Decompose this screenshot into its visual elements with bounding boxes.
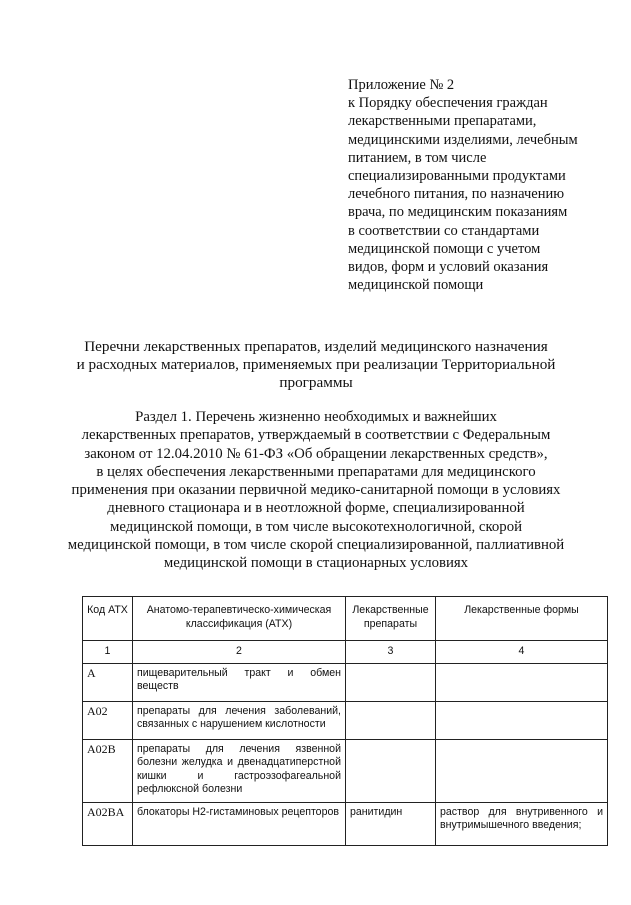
appendix-line: видов, форм и условий оказания	[348, 259, 549, 276]
table-row	[83, 701, 608, 739]
appendix-line: медицинскими изделиями, лечебным	[348, 131, 578, 148]
title-line: и расходных материалов, применяемых при реализации Территориальной	[76, 356, 556, 373]
header-forms: Лекарственные формы	[436, 597, 608, 641]
form-cell	[436, 701, 608, 739]
header-drugs: Лекарственные препараты	[346, 597, 436, 641]
atx-table	[82, 596, 608, 846]
document-title	[60, 338, 572, 392]
appendix-line: лечебного питания, по назначению	[348, 186, 565, 203]
title-line: Перечни лекарственных препаратов, изделий медицинского назначения	[84, 338, 548, 355]
appendix-line: к Порядку обеспечения граждан	[348, 95, 548, 112]
drug-cell	[346, 701, 436, 739]
table-row	[83, 663, 608, 701]
atx-code-cell: A	[83, 663, 133, 701]
section-heading	[60, 408, 572, 573]
appendix-line: врача, по медицинским показаниям	[348, 204, 568, 221]
column-number: 3	[346, 641, 436, 664]
section-line: законом от 12.04.2010 № 61-ФЗ «Об обращении лекарственных средств»,	[84, 445, 548, 462]
appendix-line: медицинской помощи	[348, 277, 484, 294]
appendix-line: питанием, в том числе	[348, 149, 487, 166]
classification-cell: блокаторы Н2-гистаминовых рецепторов	[133, 802, 346, 845]
appendix-line: лекарственными препаратами,	[348, 113, 537, 130]
appendix-line: Приложение № 2	[348, 77, 455, 93]
atx-code-cell: A02B	[83, 739, 133, 802]
classification-cell: препараты для лечения заболеваний, связанных с нарушением кислотности	[133, 701, 346, 739]
section-line: медицинской помощи, в том числе высокотехнологичной, скорой	[109, 518, 523, 535]
title-line: программы	[279, 374, 353, 391]
table-row	[83, 802, 608, 845]
section-line: медицинской помощи в стационарных условиях	[163, 555, 469, 572]
appendix-block	[348, 76, 618, 294]
form-cell	[436, 739, 608, 802]
column-number: 1	[83, 641, 133, 664]
drug-cell	[346, 739, 436, 802]
header-classification: Анатомо-терапевтическо-химическая классификация (АТХ)	[133, 597, 346, 641]
table-number-row	[83, 641, 608, 664]
atx-code-cell: A02	[83, 701, 133, 739]
appendix-line: медицинской помощи с учетом	[348, 240, 541, 257]
section-line: Раздел 1. Перечень жизненно необходимых и важнейших	[135, 409, 497, 425]
header-code: Код АТХ	[83, 597, 133, 641]
section-line: лекарственных препаратов, утверждаемый в соответствии с Федеральным	[81, 427, 551, 444]
column-number: 2	[133, 641, 346, 664]
atx-code-cell: A02BA	[83, 802, 133, 845]
table-row	[83, 739, 608, 802]
section-line: в целях обеспечения лекарственными препаратами для медицинского	[96, 463, 536, 480]
section-line: применения при оказании первичной медико-санитарной помощи в условиях	[71, 482, 561, 499]
classification-cell: препараты для лечения язвенной болезни желудка и двенадцатиперстной кишки и гастроэзофагеальной рефлюксной болезни	[133, 739, 346, 802]
drug-cell: ранитидин	[346, 802, 436, 845]
section-line: медицинской помощи, в том числе скорой специализированной, паллиативной	[67, 537, 565, 554]
classification-cell: пищеварительный тракт и обмен веществ	[133, 663, 346, 701]
drug-cell	[346, 663, 436, 701]
column-number: 4	[436, 641, 608, 664]
form-cell	[436, 663, 608, 701]
appendix-line: в соответствии со стандартами	[348, 222, 540, 239]
section-line: дневного стационара и в неотложной форме, специализированной	[107, 500, 525, 517]
appendix-line: специализированными продуктами	[348, 168, 566, 185]
table-header-row	[83, 597, 608, 641]
form-cell: раствор для внутривенного и внутримышечного введения;	[436, 802, 608, 845]
